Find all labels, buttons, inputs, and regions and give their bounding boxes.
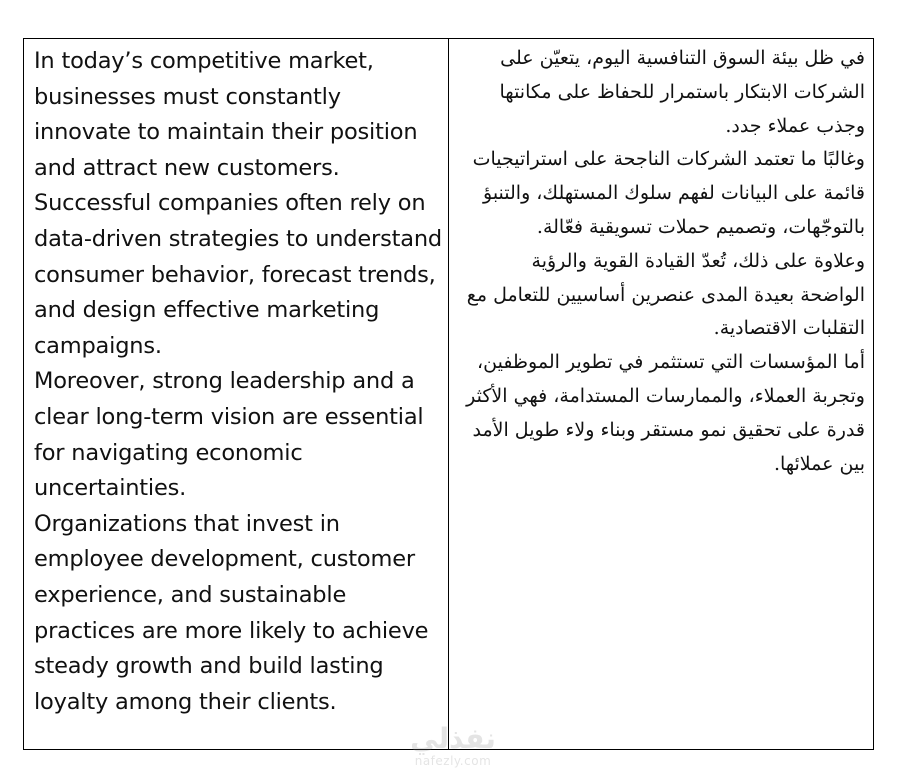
- english-paragraph: Successful companies often rely on data-driven strategies to understand consumer behavior, forecast trends, and design effective marketing campaigns.: [34, 190, 442, 359]
- english-paragraph: In today’s competitive market, businesses must constantly innovate to maintain their position and attract new customers.: [34, 48, 418, 181]
- english-paragraph: Moreover, strong leadership and a clear long-term vision are essential for navigating economic uncertainties.: [34, 368, 424, 502]
- bilingual-table: [23, 38, 874, 750]
- watermark-arabic-text: نفذلي: [410, 722, 496, 755]
- english-paragraph: Organizations that invest in employee development, customer experience, and sustainable practices are more likely to achieve steady growth and build lasting loyalty among their clients.: [34, 510, 429, 715]
- english-column: [24, 39, 449, 749]
- arabic-paragraph: وعلاوة على ذلك، تُعدّ القيادة القوية والرؤية الواضحة بعيدة المدى عنصرين أساسيين للتعامل مع التقلبات الاقتصادية.: [466, 249, 865, 340]
- arabic-paragraph: وغالبًا ما تعتمد الشركات الناجحة على استراتيجيات قائمة على البيانات لفهم سلوك المستهلك، والتنبؤ بالتوجّهات، وتصميم حملات تسويقية فعّالة.: [472, 148, 865, 238]
- arabic-column: [449, 39, 873, 749]
- arabic-paragraph: أما المؤسسات التي تستثمر في تطوير الموظفين، وتجربة العملاء، والممارسات المستدامة، فهي الأكثر قدرة على تحقيق نمو مستقر وبناء ولاء طويل الأمد بين عملائها.: [466, 351, 865, 475]
- arabic-paragraph: في ظل بيئة السوق التنافسية اليوم، يتعيّن على الشركات الابتكار باستمرار للحفاظ على مكانتها وجذب عملاء جدد.: [499, 47, 865, 137]
- watermark-domain-text: nafezly.com: [414, 754, 492, 768]
